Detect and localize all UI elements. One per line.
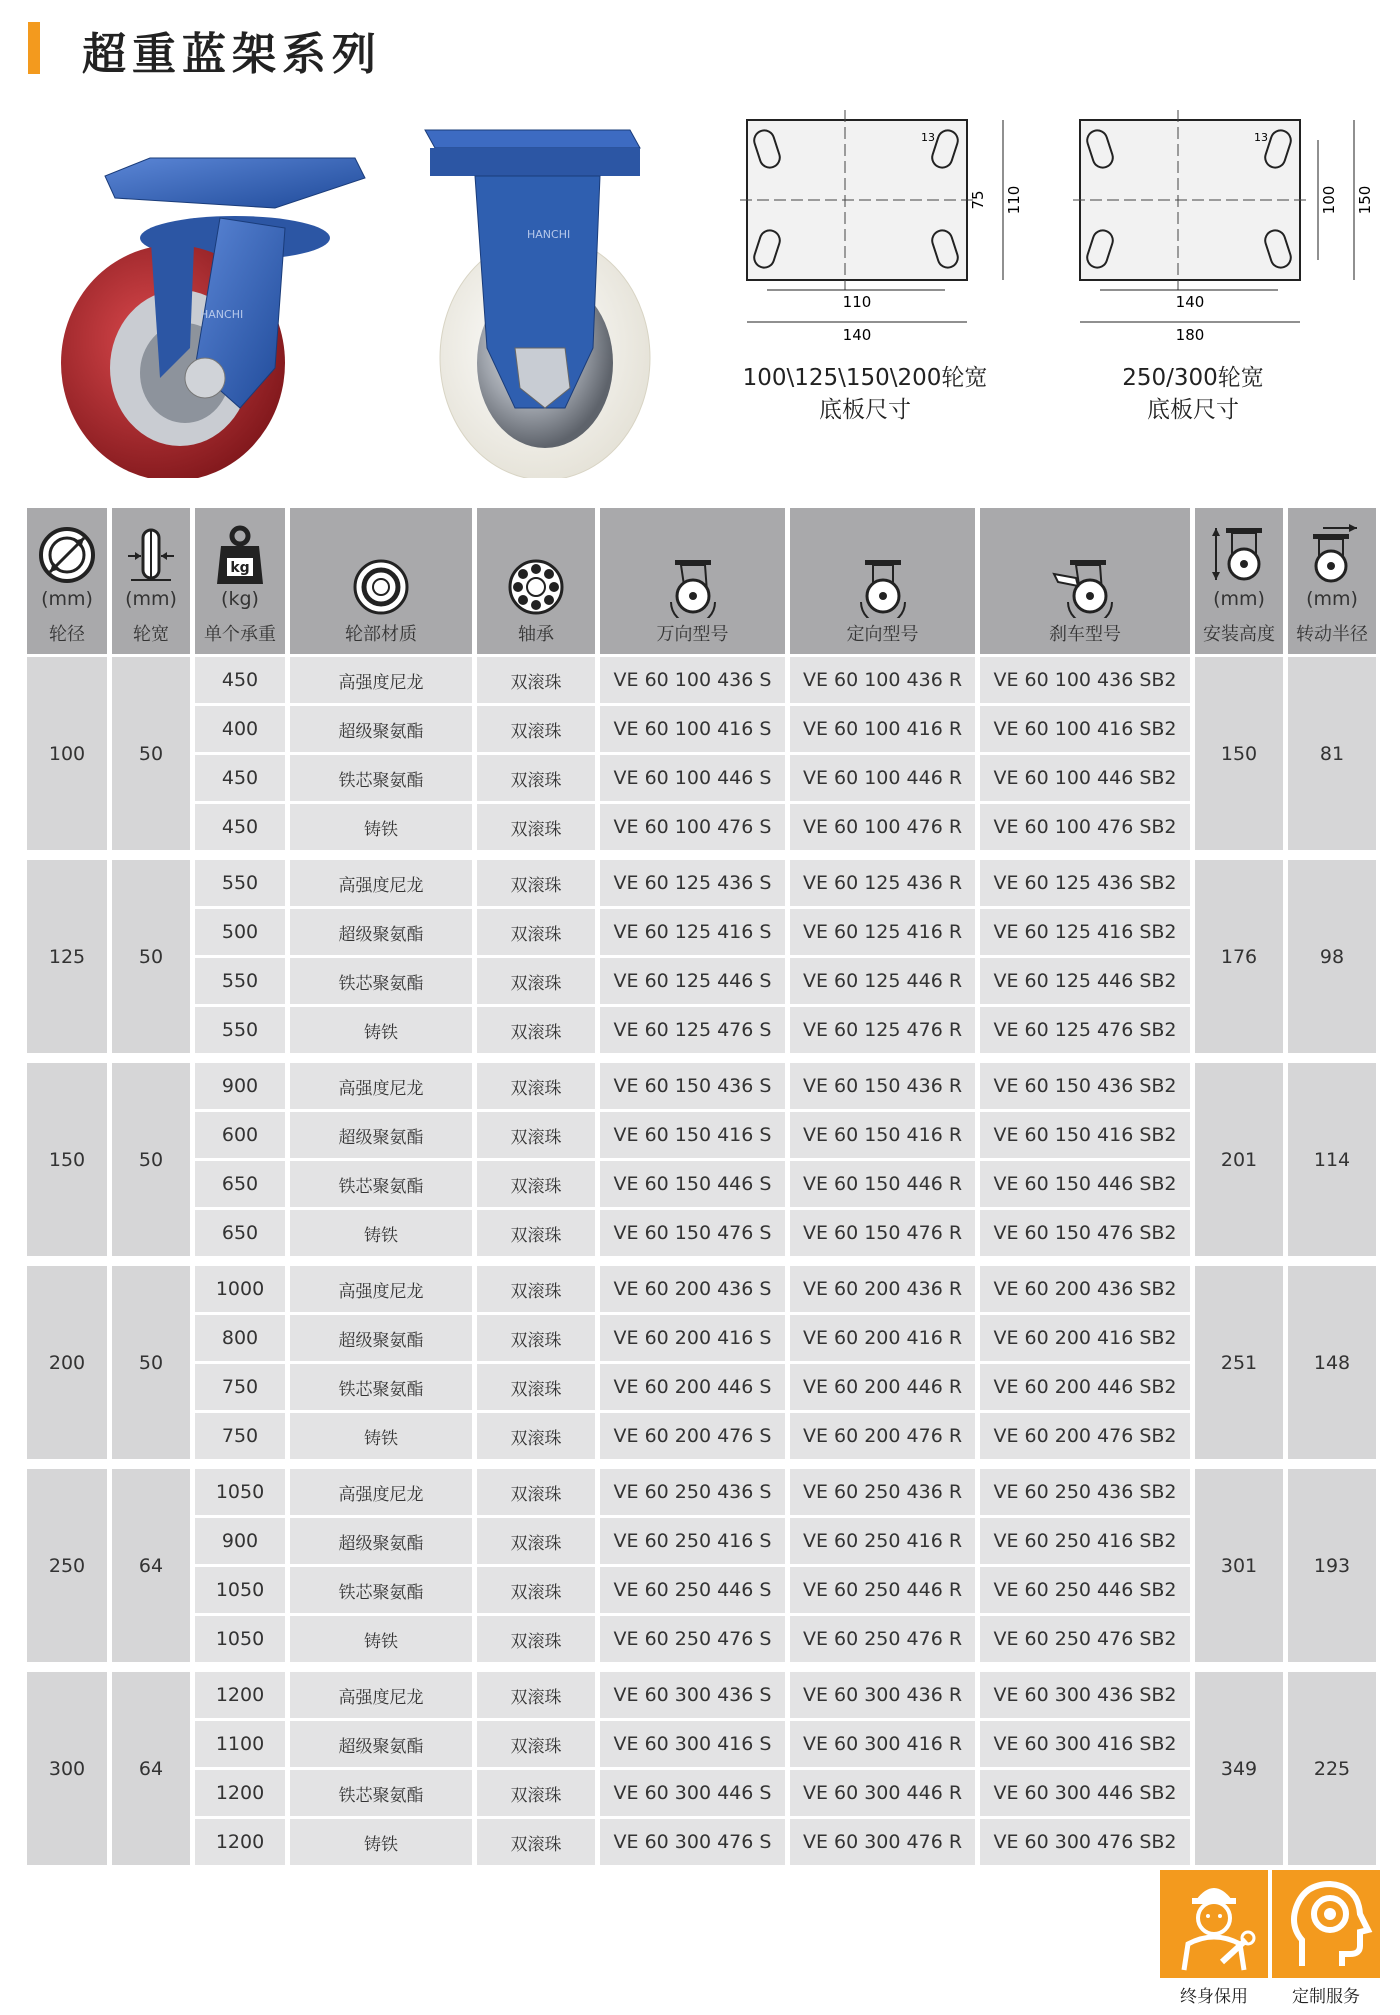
mount-height-icon [1208,524,1270,586]
cell-fixed-model: VE 60 125 446 R [790,958,975,1004]
cell-fixed-model: VE 60 125 476 R [790,1007,975,1053]
cell-fixed-model: VE 60 300 436 R [790,1672,975,1718]
header-wheel-diameter [27,508,107,654]
cell-wheel-diameter: 100 [27,657,107,850]
cell-swivel-model: VE 60 125 476 S [600,1007,785,1053]
cell-swivel-model: VE 60 100 446 S [600,755,785,801]
cell-load: 450 [195,755,285,801]
header-swivel-radius [1288,508,1376,654]
swivel-radius-icon [1301,524,1363,586]
cell-material: 高强度尼龙 [290,1469,472,1515]
cell-wheel-width: 50 [112,1266,190,1459]
cell-material: 超级聚氨酯 [290,909,472,955]
custom-service-label: 定制服务 [1292,1987,1360,2007]
label-wheel-diameter: 轮径 [49,624,85,645]
cell-brake-model: VE 60 250 416 SB2 [980,1518,1190,1564]
table-row [27,1161,1376,1207]
cell-swivel-model: VE 60 125 416 S [600,909,785,955]
cell-bearing: 双滚珠 [477,1413,595,1459]
cell-load: 1050 [195,1469,285,1515]
plate1-hole-size: 13 [921,131,935,144]
cell-wheel-diameter: 125 [27,860,107,1053]
cell-mount-height: 201 [1195,1063,1283,1256]
cell-swivel-radius: 193 [1288,1469,1376,1662]
cell-brake-model: VE 60 250 476 SB2 [980,1616,1190,1662]
table-row [27,1819,1376,1865]
cell-material: 铸铁 [290,1616,472,1662]
header-material [290,508,472,654]
cell-load: 750 [195,1364,285,1410]
cell-load: 1200 [195,1770,285,1816]
cell-wheel-width: 64 [112,1672,190,1865]
table-row [27,1007,1376,1053]
cell-swivel-model: VE 60 250 416 S [600,1518,785,1564]
cell-bearing: 双滚珠 [477,1063,595,1109]
cell-material: 铁芯聚氨酯 [290,755,472,801]
cell-fixed-model: VE 60 150 416 R [790,1112,975,1158]
cell-swivel-model: VE 60 150 416 S [600,1112,785,1158]
table-row [27,1413,1376,1459]
cell-brake-model: VE 60 200 476 SB2 [980,1413,1190,1459]
group-separator [27,1665,1376,1669]
table-row [27,909,1376,955]
cell-mount-height: 176 [1195,860,1283,1053]
label-material: 轮部材质 [345,624,417,645]
cell-brake-model: VE 60 125 476 SB2 [980,1007,1190,1053]
header-swivel [600,508,785,654]
cell-material: 铸铁 [290,1819,472,1865]
cell-swivel-model: VE 60 200 476 S [600,1413,785,1459]
table-row [27,1112,1376,1158]
table-row [27,1364,1376,1410]
cell-material: 铁芯聚氨酯 [290,958,472,1004]
cell-wheel-diameter: 300 [27,1672,107,1865]
header-mount-height [1195,508,1283,654]
cell-brake-model: VE 60 250 446 SB2 [980,1567,1190,1613]
cell-wheel-diameter: 150 [27,1063,107,1256]
cell-fixed-model: VE 60 200 446 R [790,1364,975,1410]
unit-wheel-diameter: (mm) [41,588,93,610]
table-row [27,958,1376,1004]
cell-bearing: 双滚珠 [477,1518,595,1564]
wheel-width-icon [126,524,176,586]
cell-bearing: 双滚珠 [477,1616,595,1662]
cell-brake-model: VE 60 125 416 SB2 [980,909,1190,955]
cell-material: 高强度尼龙 [290,1266,472,1312]
worker-warranty-icon [1160,1870,1268,1978]
plate-diagram-large [1068,110,1378,345]
label-swivel-radius: 转动半径 [1296,624,1368,645]
cell-bearing: 双滚珠 [477,1315,595,1361]
cell-fixed-model: VE 60 200 436 R [790,1266,975,1312]
label-bearing: 轴承 [518,624,554,645]
cell-load: 650 [195,1161,285,1207]
page-title: 超重蓝架系列 [82,29,382,80]
label-brake: 刹车型号 [1049,624,1121,645]
spec-table [22,505,1381,1868]
group-separator [27,1462,1376,1466]
fixed-caster-icon [855,556,911,618]
cell-fixed-model: VE 60 200 416 R [790,1315,975,1361]
cell-brake-model: VE 60 100 446 SB2 [980,755,1190,801]
cell-material: 铸铁 [290,1210,472,1256]
cell-swivel-model: VE 60 125 446 S [600,958,785,1004]
cell-swivel-model: VE 60 300 476 S [600,1819,785,1865]
plate1-outer-height: 110 [1005,185,1023,215]
cell-brake-model: VE 60 250 436 SB2 [980,1469,1190,1515]
group-separator-cell [27,1462,1376,1466]
table-row [27,1315,1376,1361]
cell-swivel-radius: 81 [1288,657,1376,850]
cell-mount-height: 301 [1195,1469,1283,1662]
table-row [27,1469,1376,1515]
spec-table-body [27,657,1376,1865]
spec-header-row [27,508,1376,654]
table-row [27,1567,1376,1613]
table-row [27,1063,1376,1109]
cell-brake-model: VE 60 150 436 SB2 [980,1063,1190,1109]
cell-fixed-model: VE 60 250 436 R [790,1469,975,1515]
cell-fixed-model: VE 60 150 476 R [790,1210,975,1256]
plate2-caption-line1: 250/300轮宽 [1122,365,1264,391]
cell-load: 550 [195,860,285,906]
cell-fixed-model: VE 60 100 436 R [790,657,975,703]
title-accent-bar [28,22,40,74]
cell-material: 高强度尼龙 [290,1672,472,1718]
table-row [27,1721,1376,1767]
cell-brake-model: VE 60 150 476 SB2 [980,1210,1190,1256]
cell-swivel-model: VE 60 125 436 S [600,860,785,906]
cell-fixed-model: VE 60 250 476 R [790,1616,975,1662]
cell-wheel-width: 64 [112,1469,190,1662]
cell-material: 高强度尼龙 [290,860,472,906]
label-wheel-width: 轮宽 [133,624,169,645]
cell-material: 超级聚氨酯 [290,1721,472,1767]
cell-swivel-model: VE 60 100 476 S [600,804,785,850]
cell-load: 1100 [195,1721,285,1767]
head-gear-custom-icon [1272,1870,1380,1978]
table-row [27,1266,1376,1312]
fixed-caster-photo [395,118,665,478]
cell-bearing: 双滚珠 [477,1469,595,1515]
plate2-caption [1058,362,1328,426]
cell-load: 1050 [195,1616,285,1662]
cell-bearing: 双滚珠 [477,1672,595,1718]
plate2-inner-width: 140 [1175,293,1205,311]
swivel-caster-icon [665,556,721,618]
group-separator-cell [27,1056,1376,1060]
table-row [27,1770,1376,1816]
cell-material: 高强度尼龙 [290,1063,472,1109]
cell-brake-model: VE 60 100 436 SB2 [980,657,1190,703]
cell-swivel-model: VE 60 300 436 S [600,1672,785,1718]
cell-material: 超级聚氨酯 [290,1315,472,1361]
cell-load: 1200 [195,1672,285,1718]
cell-fixed-model: VE 60 250 416 R [790,1518,975,1564]
label-load: 单个承重 [204,624,276,645]
cell-brake-model: VE 60 200 416 SB2 [980,1315,1190,1361]
cell-material: 高强度尼龙 [290,657,472,703]
table-row [27,1210,1376,1256]
cell-swivel-model: VE 60 200 446 S [600,1364,785,1410]
unit-mount-height: (mm) [1213,588,1265,610]
cell-swivel-model: VE 60 150 476 S [600,1210,785,1256]
header-wheel-width [112,508,190,654]
cell-wheel-width: 50 [112,1063,190,1256]
kg-icon-text: kg [230,560,250,576]
cell-brake-model: VE 60 300 436 SB2 [980,1672,1190,1718]
plate1-caption [725,362,1005,426]
cell-load: 750 [195,1413,285,1459]
table-row [27,706,1376,752]
cell-swivel-model: VE 60 250 476 S [600,1616,785,1662]
cell-swivel-model: VE 60 100 416 S [600,706,785,752]
cell-bearing: 双滚珠 [477,1567,595,1613]
cell-load: 900 [195,1063,285,1109]
cell-fixed-model: VE 60 200 476 R [790,1413,975,1459]
cell-load: 450 [195,804,285,850]
cell-fixed-model: VE 60 150 436 R [790,1063,975,1109]
cell-material: 铁芯聚氨酯 [290,1364,472,1410]
cell-bearing: 双滚珠 [477,657,595,703]
unit-load: (kg) [221,588,259,610]
cell-bearing: 双滚珠 [477,1007,595,1053]
cell-load: 1200 [195,1819,285,1865]
table-row [27,1518,1376,1564]
cell-bearing: 双滚珠 [477,1210,595,1256]
cell-bearing: 双滚珠 [477,804,595,850]
cell-swivel-radius: 98 [1288,860,1376,1053]
cell-load: 600 [195,1112,285,1158]
plate1-inner-height: 75 [969,190,987,210]
cell-brake-model: VE 60 200 446 SB2 [980,1364,1190,1410]
plate2-outer-width: 180 [1175,326,1205,344]
cell-bearing: 双滚珠 [477,1112,595,1158]
cell-swivel-model: VE 60 150 436 S [600,1063,785,1109]
plate2-caption-line2: 底板尺寸 [1147,397,1239,423]
plate1-outer-width: 140 [842,326,872,344]
cell-material: 铸铁 [290,1413,472,1459]
cell-mount-height: 251 [1195,1266,1283,1459]
cell-swivel-model: VE 60 300 416 S [600,1721,785,1767]
cell-brake-model: VE 60 125 446 SB2 [980,958,1190,1004]
cell-swivel-model: VE 60 250 436 S [600,1469,785,1515]
cell-material: 铁芯聚氨酯 [290,1567,472,1613]
cell-load: 400 [195,706,285,752]
cell-swivel-radius: 225 [1288,1672,1376,1865]
label-fixed: 定向型号 [846,624,919,645]
cell-brake-model: VE 60 200 436 SB2 [980,1266,1190,1312]
header-fixed [790,508,975,654]
cell-swivel-model: VE 60 300 446 S [600,1770,785,1816]
group-separator [27,853,1376,857]
header-load [195,508,285,654]
cell-material: 超级聚氨酯 [290,1518,472,1564]
cell-material: 铁芯聚氨酯 [290,1161,472,1207]
cell-bearing: 双滚珠 [477,909,595,955]
wheel-diameter-icon [36,524,98,586]
cell-brake-model: VE 60 300 416 SB2 [980,1721,1190,1767]
group-separator [27,1259,1376,1263]
brand-mark-2: HANCHI [527,228,571,241]
table-row [27,1616,1376,1662]
group-separator-cell [27,853,1376,857]
cell-swivel-radius: 148 [1288,1266,1376,1459]
cell-fixed-model: VE 60 100 476 R [790,804,975,850]
cell-fixed-model: VE 60 125 436 R [790,860,975,906]
cell-bearing: 双滚珠 [477,1266,595,1312]
custom-service-badge [1272,1870,1380,1978]
plate1-caption-line1: 100\125\150\200轮宽 [742,365,988,391]
cell-load: 900 [195,1518,285,1564]
wheel-material-icon [350,556,412,618]
table-row [27,804,1376,850]
table-row [27,755,1376,801]
cell-swivel-radius: 114 [1288,1063,1376,1256]
cell-bearing: 双滚珠 [477,860,595,906]
cell-bearing: 双滚珠 [477,1819,595,1865]
cell-bearing: 双滚珠 [477,1161,595,1207]
warranty-badge [1160,1870,1268,1978]
cell-swivel-model: VE 60 150 446 S [600,1161,785,1207]
unit-wheel-width: (mm) [125,588,177,610]
cell-wheel-diameter: 250 [27,1469,107,1662]
cell-load: 800 [195,1315,285,1361]
cell-brake-model: VE 60 125 436 SB2 [980,860,1190,906]
group-separator-cell [27,1665,1376,1669]
plate-diagram-small [735,110,1035,345]
cell-load: 1050 [195,1567,285,1613]
cell-brake-model: VE 60 150 446 SB2 [980,1161,1190,1207]
cell-fixed-model: VE 60 300 446 R [790,1770,975,1816]
cell-fixed-model: VE 60 125 416 R [790,909,975,955]
table-row [27,657,1376,703]
header-brake [980,508,1190,654]
cell-wheel-width: 50 [112,657,190,850]
cell-load: 1000 [195,1266,285,1312]
plate2-hole-size: 13 [1254,131,1268,144]
cell-material: 超级聚氨酯 [290,1112,472,1158]
plate1-inner-width: 110 [842,293,872,311]
cell-fixed-model: VE 60 100 446 R [790,755,975,801]
warranty-label: 终身保用 [1180,1987,1248,2007]
group-separator [27,1056,1376,1060]
unit-swivel-radius: (mm) [1306,588,1358,610]
cell-bearing: 双滚珠 [477,958,595,1004]
cell-wheel-width: 50 [112,860,190,1053]
cell-material: 铸铁 [290,804,472,850]
cell-material: 超级聚氨酯 [290,706,472,752]
cell-load: 500 [195,909,285,955]
cell-brake-model: VE 60 150 416 SB2 [980,1112,1190,1158]
swivel-caster-photo [55,118,385,478]
cell-swivel-model: VE 60 250 446 S [600,1567,785,1613]
cell-load: 550 [195,1007,285,1053]
cell-wheel-diameter: 200 [27,1266,107,1459]
bearing-icon [505,556,567,618]
cell-fixed-model: VE 60 100 416 R [790,706,975,752]
cell-load: 650 [195,1210,285,1256]
cell-material: 铸铁 [290,1007,472,1053]
cell-mount-height: 349 [1195,1672,1283,1865]
cell-fixed-model: VE 60 250 446 R [790,1567,975,1613]
table-row [27,1672,1376,1718]
cell-fixed-model: VE 60 300 416 R [790,1721,975,1767]
plate1-caption-line2: 底板尺寸 [819,397,911,423]
cell-swivel-model: VE 60 100 436 S [600,657,785,703]
brand-mark-1: HANCHI [200,308,244,321]
cell-load: 550 [195,958,285,1004]
cell-bearing: 双滚珠 [477,706,595,752]
cell-bearing: 双滚珠 [477,1364,595,1410]
weight-kg-icon [215,524,265,586]
plate2-outer-height: 150 [1356,185,1374,215]
group-separator-cell [27,1259,1376,1263]
cell-brake-model: VE 60 300 446 SB2 [980,1770,1190,1816]
cell-fixed-model: VE 60 300 476 R [790,1819,975,1865]
cell-mount-height: 150 [1195,657,1283,850]
plate2-inner-height: 100 [1320,185,1338,215]
cell-swivel-model: VE 60 200 416 S [600,1315,785,1361]
cell-bearing: 双滚珠 [477,755,595,801]
cell-brake-model: VE 60 100 416 SB2 [980,706,1190,752]
cell-bearing: 双滚珠 [477,1721,595,1767]
cell-swivel-model: VE 60 200 436 S [600,1266,785,1312]
table-row [27,860,1376,906]
cell-bearing: 双滚珠 [477,1770,595,1816]
cell-material: 铁芯聚氨酯 [290,1770,472,1816]
header-bearing [477,508,595,654]
brake-caster-icon [1050,556,1120,618]
cell-brake-model: VE 60 100 476 SB2 [980,804,1190,850]
label-mount-height: 安装高度 [1203,624,1275,645]
label-swivel: 万向型号 [656,624,729,645]
cell-load: 450 [195,657,285,703]
cell-fixed-model: VE 60 150 446 R [790,1161,975,1207]
cell-brake-model: VE 60 300 476 SB2 [980,1819,1190,1865]
